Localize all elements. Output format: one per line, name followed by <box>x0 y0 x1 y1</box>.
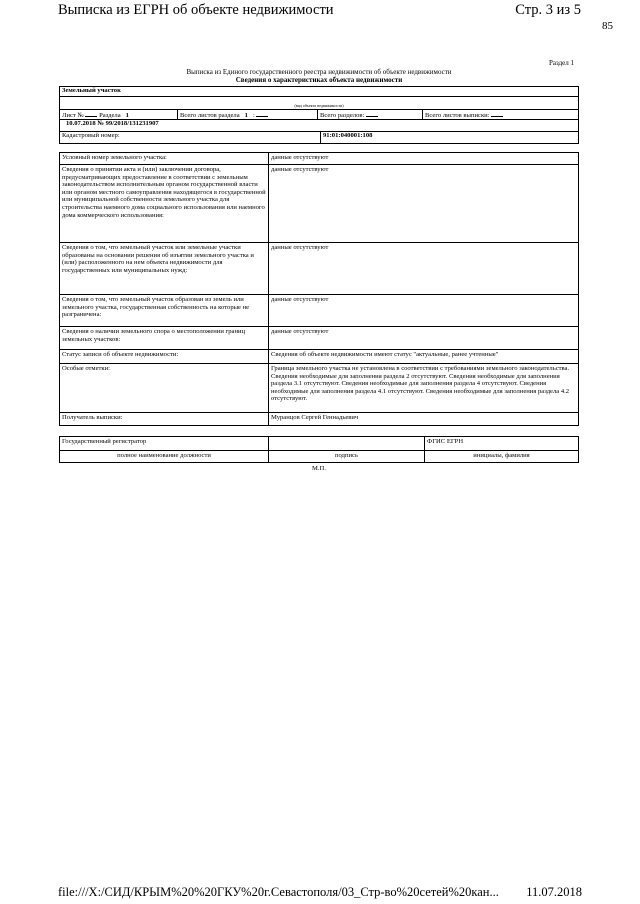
table-row <box>60 364 578 413</box>
registrar-initials: ФГИС ЕГРН <box>424 437 578 450</box>
object-type-caption-row <box>60 97 578 110</box>
document-heading: Выписка из Единого государственного реестра недвижимости об объекте недвижимости <box>186 68 452 76</box>
row-key: Сведения о наличии земельного спора о местоположении границ земельных участков: <box>60 327 269 349</box>
characteristics-table <box>59 152 579 426</box>
cadastral-row <box>60 132 578 144</box>
section-number-value: 1 <box>122 112 132 119</box>
row-key: Особые отметки: <box>60 364 269 412</box>
table-row <box>60 350 578 364</box>
total-sections-blank <box>366 110 378 117</box>
total-extract-sheets-label: Всего листов выписки: <box>425 112 490 119</box>
row-value: данные отсутствуют <box>271 296 329 303</box>
table-row <box>60 153 578 165</box>
table-row <box>60 327 578 350</box>
row-key: Сведения о том, что земельный участок или земельные участки образованы на основании решения об изъятии земельного участка и (или) расположенного на нем объекта недвижимости для государственных или муниципальных нужд: <box>60 243 269 294</box>
caption-initials: инициалы, фамилия <box>424 451 578 462</box>
page-number: 85 <box>602 20 613 32</box>
object-type: Земельный участок <box>62 87 121 94</box>
row-value: данные отсутствуют <box>271 166 329 173</box>
sheet-row <box>60 110 578 120</box>
total-extract-sheets-blank <box>491 110 503 117</box>
date-number: 10.07.2018 № 99/2018/131231907 <box>66 120 159 127</box>
object-type-row <box>60 87 578 97</box>
cadastral-label: Кадастровый номер: <box>62 132 120 139</box>
section-label: Раздел 1 <box>548 59 574 67</box>
date-number-row <box>60 120 578 132</box>
total-sheets-cell: Всего листов раздела 1 : <box>177 110 317 119</box>
total-sections-cell <box>317 110 422 119</box>
print-header-title: Выписка из ЕГРН об объекте недвижимости <box>58 2 334 18</box>
row-value: данные отсутствуют <box>271 154 329 161</box>
caption-signature: подпись <box>268 451 424 462</box>
total-sheets-blank <box>256 110 268 117</box>
table-row <box>60 165 578 243</box>
caption-position: полное наименование должности <box>117 452 211 459</box>
signature-table <box>59 436 579 463</box>
total-sheets-label: Всего листов раздела <box>180 112 240 119</box>
total-sheets-value: 1 <box>241 112 251 119</box>
table-row <box>60 413 578 425</box>
stamp-label: М.П. <box>312 465 326 472</box>
table-row <box>60 243 578 295</box>
row-value: Граница земельного участка не установлена в соответствии с требованиями земельного законодательства. Сведения необходимые для заполнения раздела 2 отсутствуют. Сведения необходимые для заполнения раздела 3.1 отсутствуют. Сведения необходимые для заполнения раздела 4 отсутствуют. Сведения необходимые для заполнения раздела 4.1 отсутствуют. Сведения необходимые для заполнения раздела 4.2 отсутствуют. <box>271 365 570 403</box>
sheet-number-cell <box>60 110 177 119</box>
section-number-label: Раздела <box>99 112 121 119</box>
signature-caption-row <box>60 450 578 462</box>
object-type-caption: (вид объекта недвижимости) <box>294 103 344 108</box>
sheet-number-blank <box>85 110 97 117</box>
table-row <box>60 295 578 327</box>
row-value: данные отсутствуют <box>271 328 329 335</box>
row-key: Сведения о принятии акта и (или) заключении договора, предусматривающих предоставление в соответствии с земельным законодательством исполнительным органом государственной власти или органом местного самоуправления находящегося в государственной или муниципальной собственности земельного участка для строительства наемного дома социального использования или наемного дома коммерческого использования: <box>60 165 269 242</box>
sheet-label: Лист № <box>62 112 84 119</box>
object-header-block <box>59 86 579 144</box>
registrar-position: Государственный регистратор <box>62 438 147 445</box>
row-value: Муранцов Сергей Геннадьевич <box>271 414 359 421</box>
print-footer-url: file:///X:/СИД/КРЫМ%20%20ГКУ%20г.Севастополя/03_Стр-во%20сетей%20кан... <box>58 885 499 899</box>
print-header-page-info: Стр. 3 из 5 <box>515 2 581 18</box>
print-footer-date: 11.07.2018 <box>526 885 582 899</box>
row-key: Условный номер земельного участка: <box>60 153 269 164</box>
registrar-signature <box>268 437 424 450</box>
signature-row <box>60 437 578 450</box>
cadastral-value: 91:01:040001:108 <box>320 132 578 143</box>
row-value: Сведения об объекте недвижимости имеют статус "актуальные, ранее учтенные" <box>271 351 499 358</box>
row-key: Сведения о том, что земельный участок образован из земель или земельного участка, государственная собственность на которые не разграничена: <box>60 295 269 326</box>
total-sections-label: Всего разделов: <box>320 112 365 119</box>
row-key: Получатель выписки: <box>60 413 269 425</box>
total-extract-sheets-cell <box>422 110 578 119</box>
row-key: Статус записи об объекте недвижимости: <box>60 350 269 363</box>
row-value: данные отсутствуют <box>271 244 329 251</box>
document-subheading: Сведения о характеристиках объекта недвижимости <box>235 76 403 84</box>
